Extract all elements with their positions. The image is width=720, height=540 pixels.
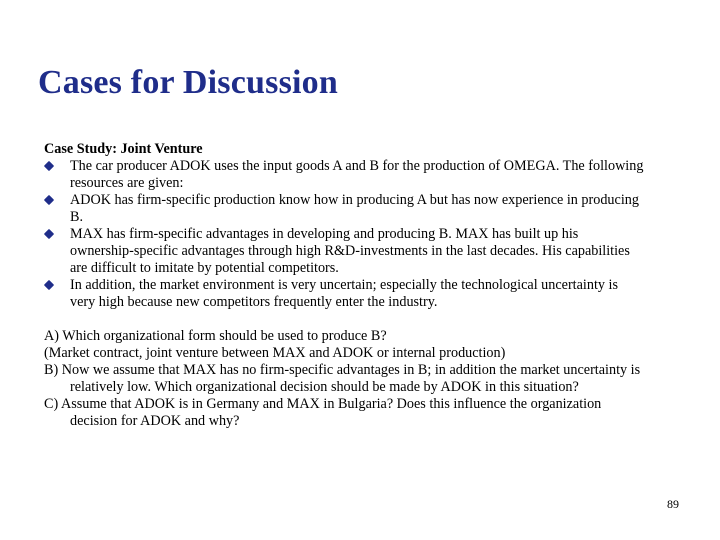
bullet-item <box>44 158 644 192</box>
page-number: 89 <box>667 497 679 511</box>
discussion-questions <box>44 328 644 430</box>
bullet-item <box>44 192 644 226</box>
bullet-text: MAX has firm-specific advantages in developing and producing B. MAX has built up his ownership-specific advantages through high R&D-investments in the last decades. His capabilities are difficult to imitate by potential competitors. <box>70 226 630 276</box>
question-c: C) Assume that ADOK is in Germany and MAX in Bulgaria? Does this influence the organization decision for ADOK and why? <box>44 396 602 429</box>
bullet-item <box>44 226 644 277</box>
question-b: B) Now we assume that MAX has no firm-specific advantages in B; in addition the market uncertainty is relatively low. Which organizational decision should be made by ADOK in this situation? <box>44 362 641 395</box>
diamond-bullet-icon <box>44 229 54 239</box>
case-study-bullet-list <box>44 158 644 311</box>
diamond-bullet-icon <box>44 280 54 290</box>
question-a-options: (Market contract, joint venture between MAX and ADOK or internal production) <box>44 345 506 361</box>
bullet-item <box>44 277 644 311</box>
slide-content <box>44 141 644 430</box>
diamond-bullet-icon <box>44 161 54 171</box>
bullet-text: The car producer ADOK uses the input goods A and B for the production of OMEGA. The following resources are given: <box>70 158 644 191</box>
slide-title: Cases for Discussion <box>38 64 338 101</box>
question-a: A) Which organizational form should be used to produce B? <box>44 328 387 344</box>
bullet-text: ADOK has firm-specific production know how in producing A but has now experience in producing B. <box>70 192 639 225</box>
diamond-bullet-icon <box>44 195 54 205</box>
bullet-text: In addition, the market environment is very uncertain; especially the technological uncertainty is very high because new competitors frequently enter the industry. <box>70 277 619 310</box>
case-study-heading: Case Study: Joint Venture <box>44 141 203 157</box>
